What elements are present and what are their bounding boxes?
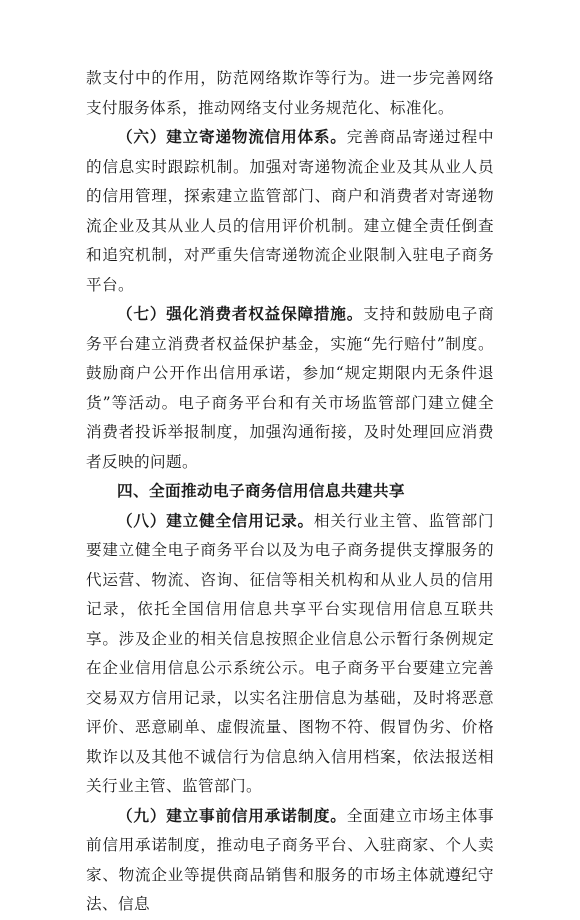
paragraph-item-9 xyxy=(86,802,494,920)
item-title: （八）建立健全信用记录。 xyxy=(117,511,314,530)
item-title: （七）强化消费者权益保障措施。 xyxy=(117,305,364,323)
paragraph-item-6 xyxy=(86,123,494,300)
document-body xyxy=(86,64,494,920)
item-title: （六）建立寄递物流信用体系。 xyxy=(117,128,347,146)
paragraph-text: 完善商品寄递过程中的信息实时跟踪机制。加强对寄递物流企业及其从业人员的信用管理，探索建立监管部门、商户和消费者对寄递物流企业及其从业人员的信用评价机制。建立健全责任倒查和追究机制，对严重失信寄递物流企业限制入驻电子商务平台。 xyxy=(86,128,494,294)
paragraph-text: 支持和鼓励电子商务平台建立消费者权益保护基金，实施“先行赔付”制度。鼓励商户公开作出信用承诺，参加“规定期限内无条件退货”等活动。电子商务平台和有关市场监管部门建立健全消费者投诉举报制度，加强沟通衔接，及时处理回应消费者反映的问题。 xyxy=(86,305,494,471)
paragraph-item-7 xyxy=(86,300,494,477)
paragraph-text: 相关行业主管、监管部门要建立健全电子商务平台以及为电子商务提供支撑服务的代运营、物流、咨询、征信等相关机构和从业人员的信用记录，依托全国信用信息共享平台实现信用信息互联共享。涉及企业的相关信息按照企业信息公示暂行条例规定在企业信用信息公示系统公示。电子商务平台要建立完善交易双方信用记录，以实名注册信息为基础，及时将恶意评价、恶意刷单、虚假流量、图物不符、假冒伪劣、价格欺诈以及其他不诚信行为信息纳入信用档案，依法报送相关行业主管、监管部门。 xyxy=(86,511,494,795)
paragraph-text: 款支付中的作用，防范网络欺诈等行为。进一步完善网络支付服务体系，推动网络支付业务规范化、标准化。 xyxy=(86,69,494,117)
paragraph-continuation xyxy=(86,64,494,123)
paragraph-text: 全面建立市场主体事前信用承诺制度，推动电子商务平台、入驻商家、个人卖家、物流企业等提供商品销售和服务的市场主体就遵纪守法、信息 xyxy=(86,806,494,913)
paragraph-item-8 xyxy=(86,507,494,802)
item-title: （九）建立事前信用承诺制度。 xyxy=(117,806,347,825)
section-heading: 四、全面推动电子商务信用信息共建共享 xyxy=(117,482,405,500)
